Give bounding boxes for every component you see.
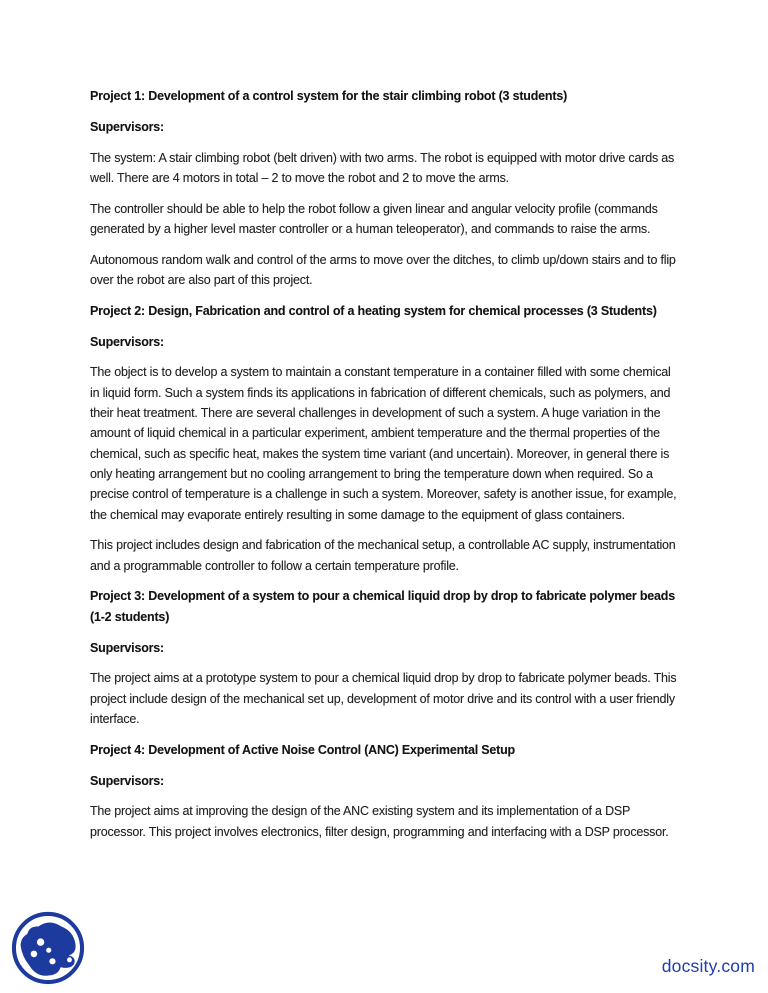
- project-section: [90, 586, 682, 729]
- project-paragraph: The controller should be able to help the robot follow a given linear and angular velocity profile (commands generated by a higher level master controller or a human teleoperator), and commands to raise the arms.: [90, 201, 658, 236]
- project-heading: Project 1: Development of a control system for the stair climbing robot (3 students): [90, 89, 568, 103]
- project-section: [90, 86, 682, 290]
- project-section: [90, 301, 682, 576]
- docsity-brand-link[interactable]: docsity.com: [661, 956, 755, 976]
- supervisors-label: Supervisors:: [90, 640, 165, 655]
- supervisors-label: Supervisors:: [90, 334, 165, 349]
- supervisors-label: Supervisors:: [90, 119, 165, 134]
- project-paragraph: The project aims at improving the design of the ANC existing system and its implementation of a DSP processor. This project involves electronics, filter design, programming and interfacing with a DSP processor.: [90, 804, 669, 839]
- document-content: [90, 86, 682, 852]
- project-paragraph: Autonomous random walk and control of the arms to move over the ditches, to climb up/down stairs and to flip over the robot are also part of this project.: [90, 252, 676, 288]
- project-paragraph: The system: A stair climbing robot (belt driven) with two arms. The robot is equipped with motor drive cards as well. There are 4 motors in total – 2 to move the robot and 2 to move the arms.: [90, 150, 675, 185]
- project-paragraph: This project includes design and fabrication of the mechanical setup, a controllable AC supply, instrumentation and a programmable controller to follow a certain temperature profile.: [90, 538, 676, 573]
- project-paragraph: The project aims at a prototype system to pour a chemical liquid drop by drop to fabricate polymer beads. This project include design of the mechanical set up, development of motor drive and its control with a user friendly interface.: [90, 671, 677, 726]
- project-heading: Project 2: Design, Fabrication and control of a heating system for chemical processes (3 Students): [90, 303, 657, 318]
- project-body: [90, 362, 682, 575]
- supervisors-label: Supervisors:: [90, 773, 165, 788]
- project-body: [90, 668, 682, 729]
- project-body: [90, 801, 682, 842]
- docsity-logo: [11, 910, 85, 986]
- project-paragraph: The object is to develop a system to maintain a constant temperature in a container filled with some chemical in liquid form. Such a system finds its applications in fabrication of different chemicals, such as polymers, and their heat treatment. There are several challenges in development of such a system. A huge variation in the amount of liquid chemical in a particular experiment, ambient temperature and the thermal properties of the chemical, such as specific heat, makes the system time variant (and uncertain). Moreover, in general there is only heating arrangement but no cooling arrangement to bring the temperature down when required. So a precise control of temperature is a challenge in such a system. Moreover, safety is another issue, for example, the chemical may evaporate entirely resulting in some damage to the equipment of glass containers.: [90, 365, 677, 522]
- project-heading: Project 3: Development of a system to pour a chemical liquid drop by drop to fabricate polymer beads (1-2 students): [90, 589, 675, 624]
- project-heading: Project 4: Development of Active Noise Control (ANC) Experimental Setup: [90, 742, 515, 757]
- project-body: [90, 148, 682, 291]
- project-section: [90, 740, 682, 842]
